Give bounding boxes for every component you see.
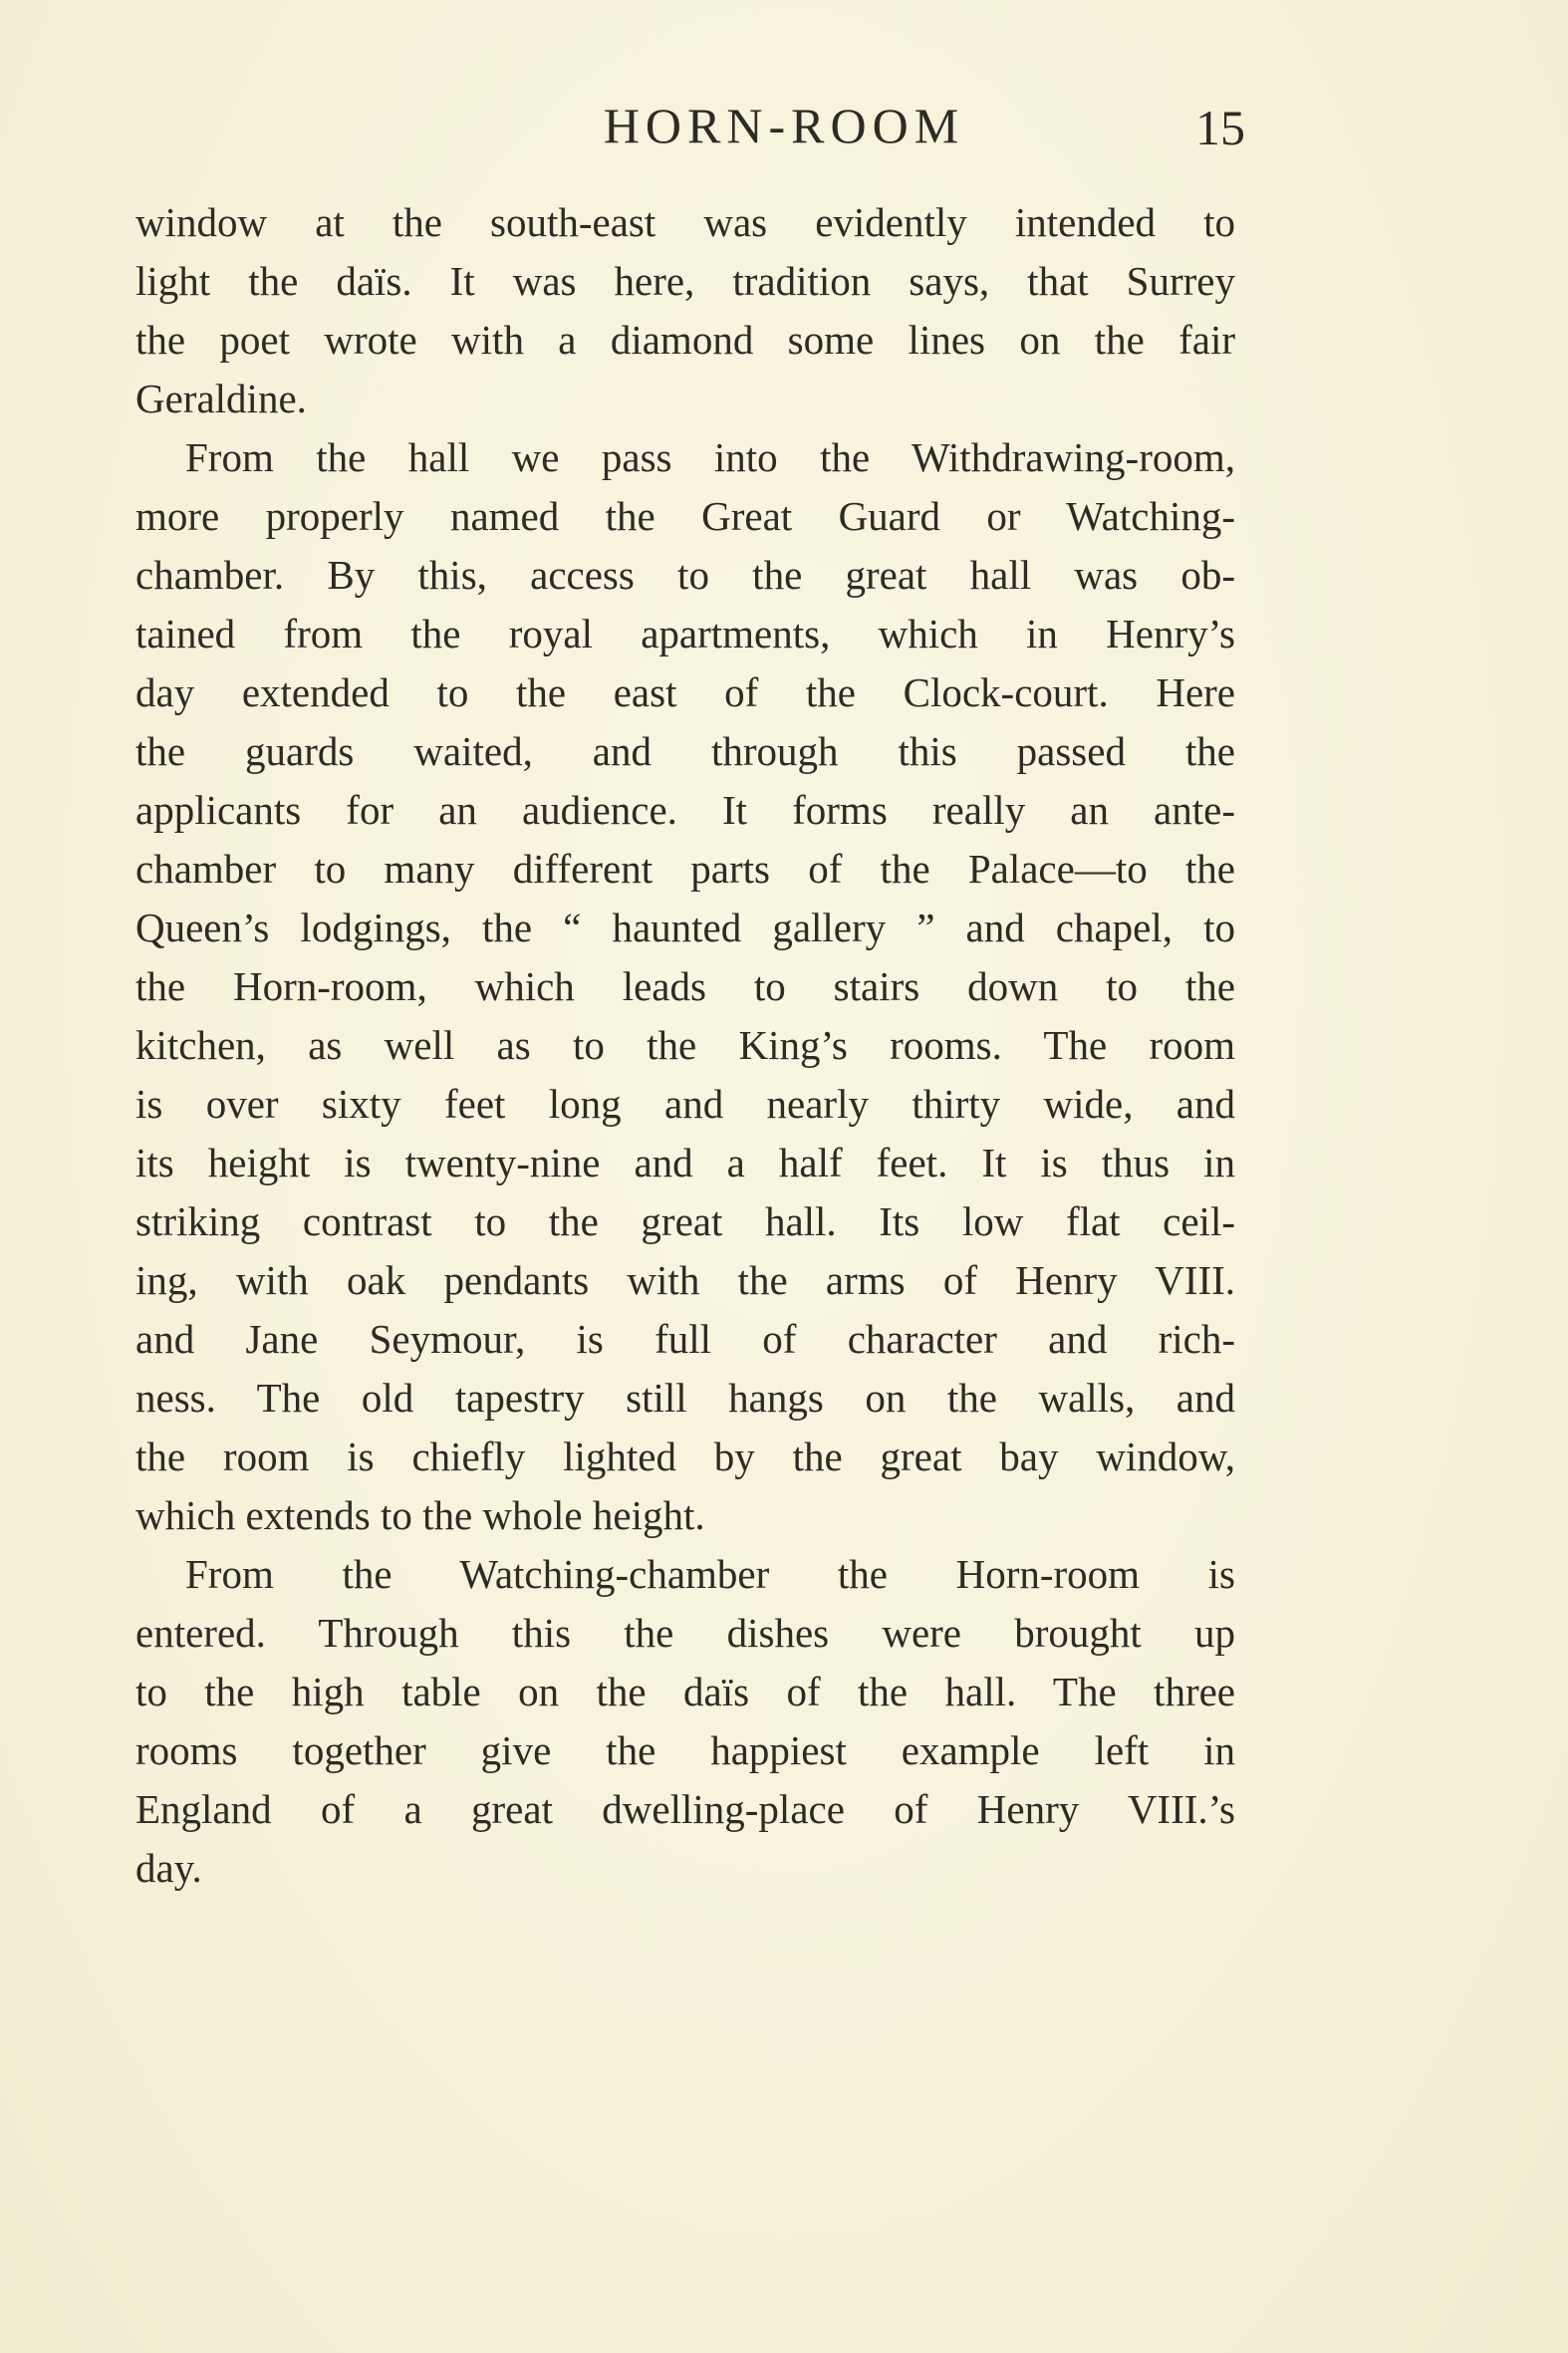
text-line: to the high table on the daïs of the hall. The three (135, 1669, 1235, 1714)
text-line: ness. The old tapestry still hangs on the walls, and (135, 1375, 1235, 1421)
text-line: From the Watching-chamber the Horn-room is (185, 1551, 1235, 1597)
paragraph-2 (135, 428, 1235, 1545)
text-line: striking contrast to the great hall. Its low flat ceil- (135, 1198, 1235, 1244)
paragraph-1 (135, 193, 1235, 428)
text-line: which extends to the whole height. (135, 1492, 705, 1538)
text-line: light the daïs. It was here, tradition says, that Surrey (135, 258, 1235, 304)
text-line: kitchen, as well as to the King’s rooms. The room (135, 1022, 1235, 1068)
text-line: chamber to many different parts of the Palace—to the (135, 846, 1235, 892)
text-line: the room is chiefly lighted by the great bay window, (135, 1434, 1235, 1479)
body-text (135, 193, 1235, 1898)
page-number: 15 (1195, 100, 1245, 155)
text-line: its height is twenty-nine and a half feet. It is thus in (135, 1140, 1235, 1185)
text-line: Geraldine. (135, 376, 307, 421)
text-line: day extended to the east of the Clock-court. Here (135, 669, 1235, 715)
running-title: HORN-ROOM (603, 98, 965, 153)
text-line: Queen’s lodgings, the “ haunted gallery ” and chapel, to (135, 905, 1235, 950)
text-line: the poet wrote with a diamond some lines on the fair (135, 317, 1235, 363)
text-line: day. (135, 1845, 202, 1891)
text-line: entered. Through this the dishes were brought up (135, 1610, 1235, 1656)
text-line: the guards waited, and through this passed the (135, 728, 1235, 774)
text-line: the Horn-room, which leads to stairs down to the (135, 963, 1235, 1009)
text-line: more properly named the Great Guard or Watching- (135, 493, 1235, 539)
text-line: applicants for an audience. It forms really an ante- (135, 787, 1235, 833)
text-line: chamber. By this, access to the great hall was ob- (135, 552, 1235, 598)
text-line: window at the south-east was evidently intended to (135, 199, 1235, 245)
paragraph-3 (135, 1545, 1235, 1898)
text-line: rooms together give the happiest example left in (135, 1727, 1235, 1773)
text-line: From the hall we pass into the Withdrawing-room, (185, 434, 1235, 480)
text-line: is over sixty feet long and nearly thirty wide, and (135, 1081, 1235, 1127)
text-line: tained from the royal apartments, which in Henry’s (135, 611, 1235, 656)
text-line: England of a great dwelling-place of Henry VIII.’s (135, 1786, 1235, 1832)
running-head (0, 96, 1568, 155)
text-line: ing, with oak pendants with the arms of Henry VIII. (135, 1257, 1235, 1303)
text-line: and Jane Seymour, is full of character and rich- (135, 1316, 1235, 1362)
